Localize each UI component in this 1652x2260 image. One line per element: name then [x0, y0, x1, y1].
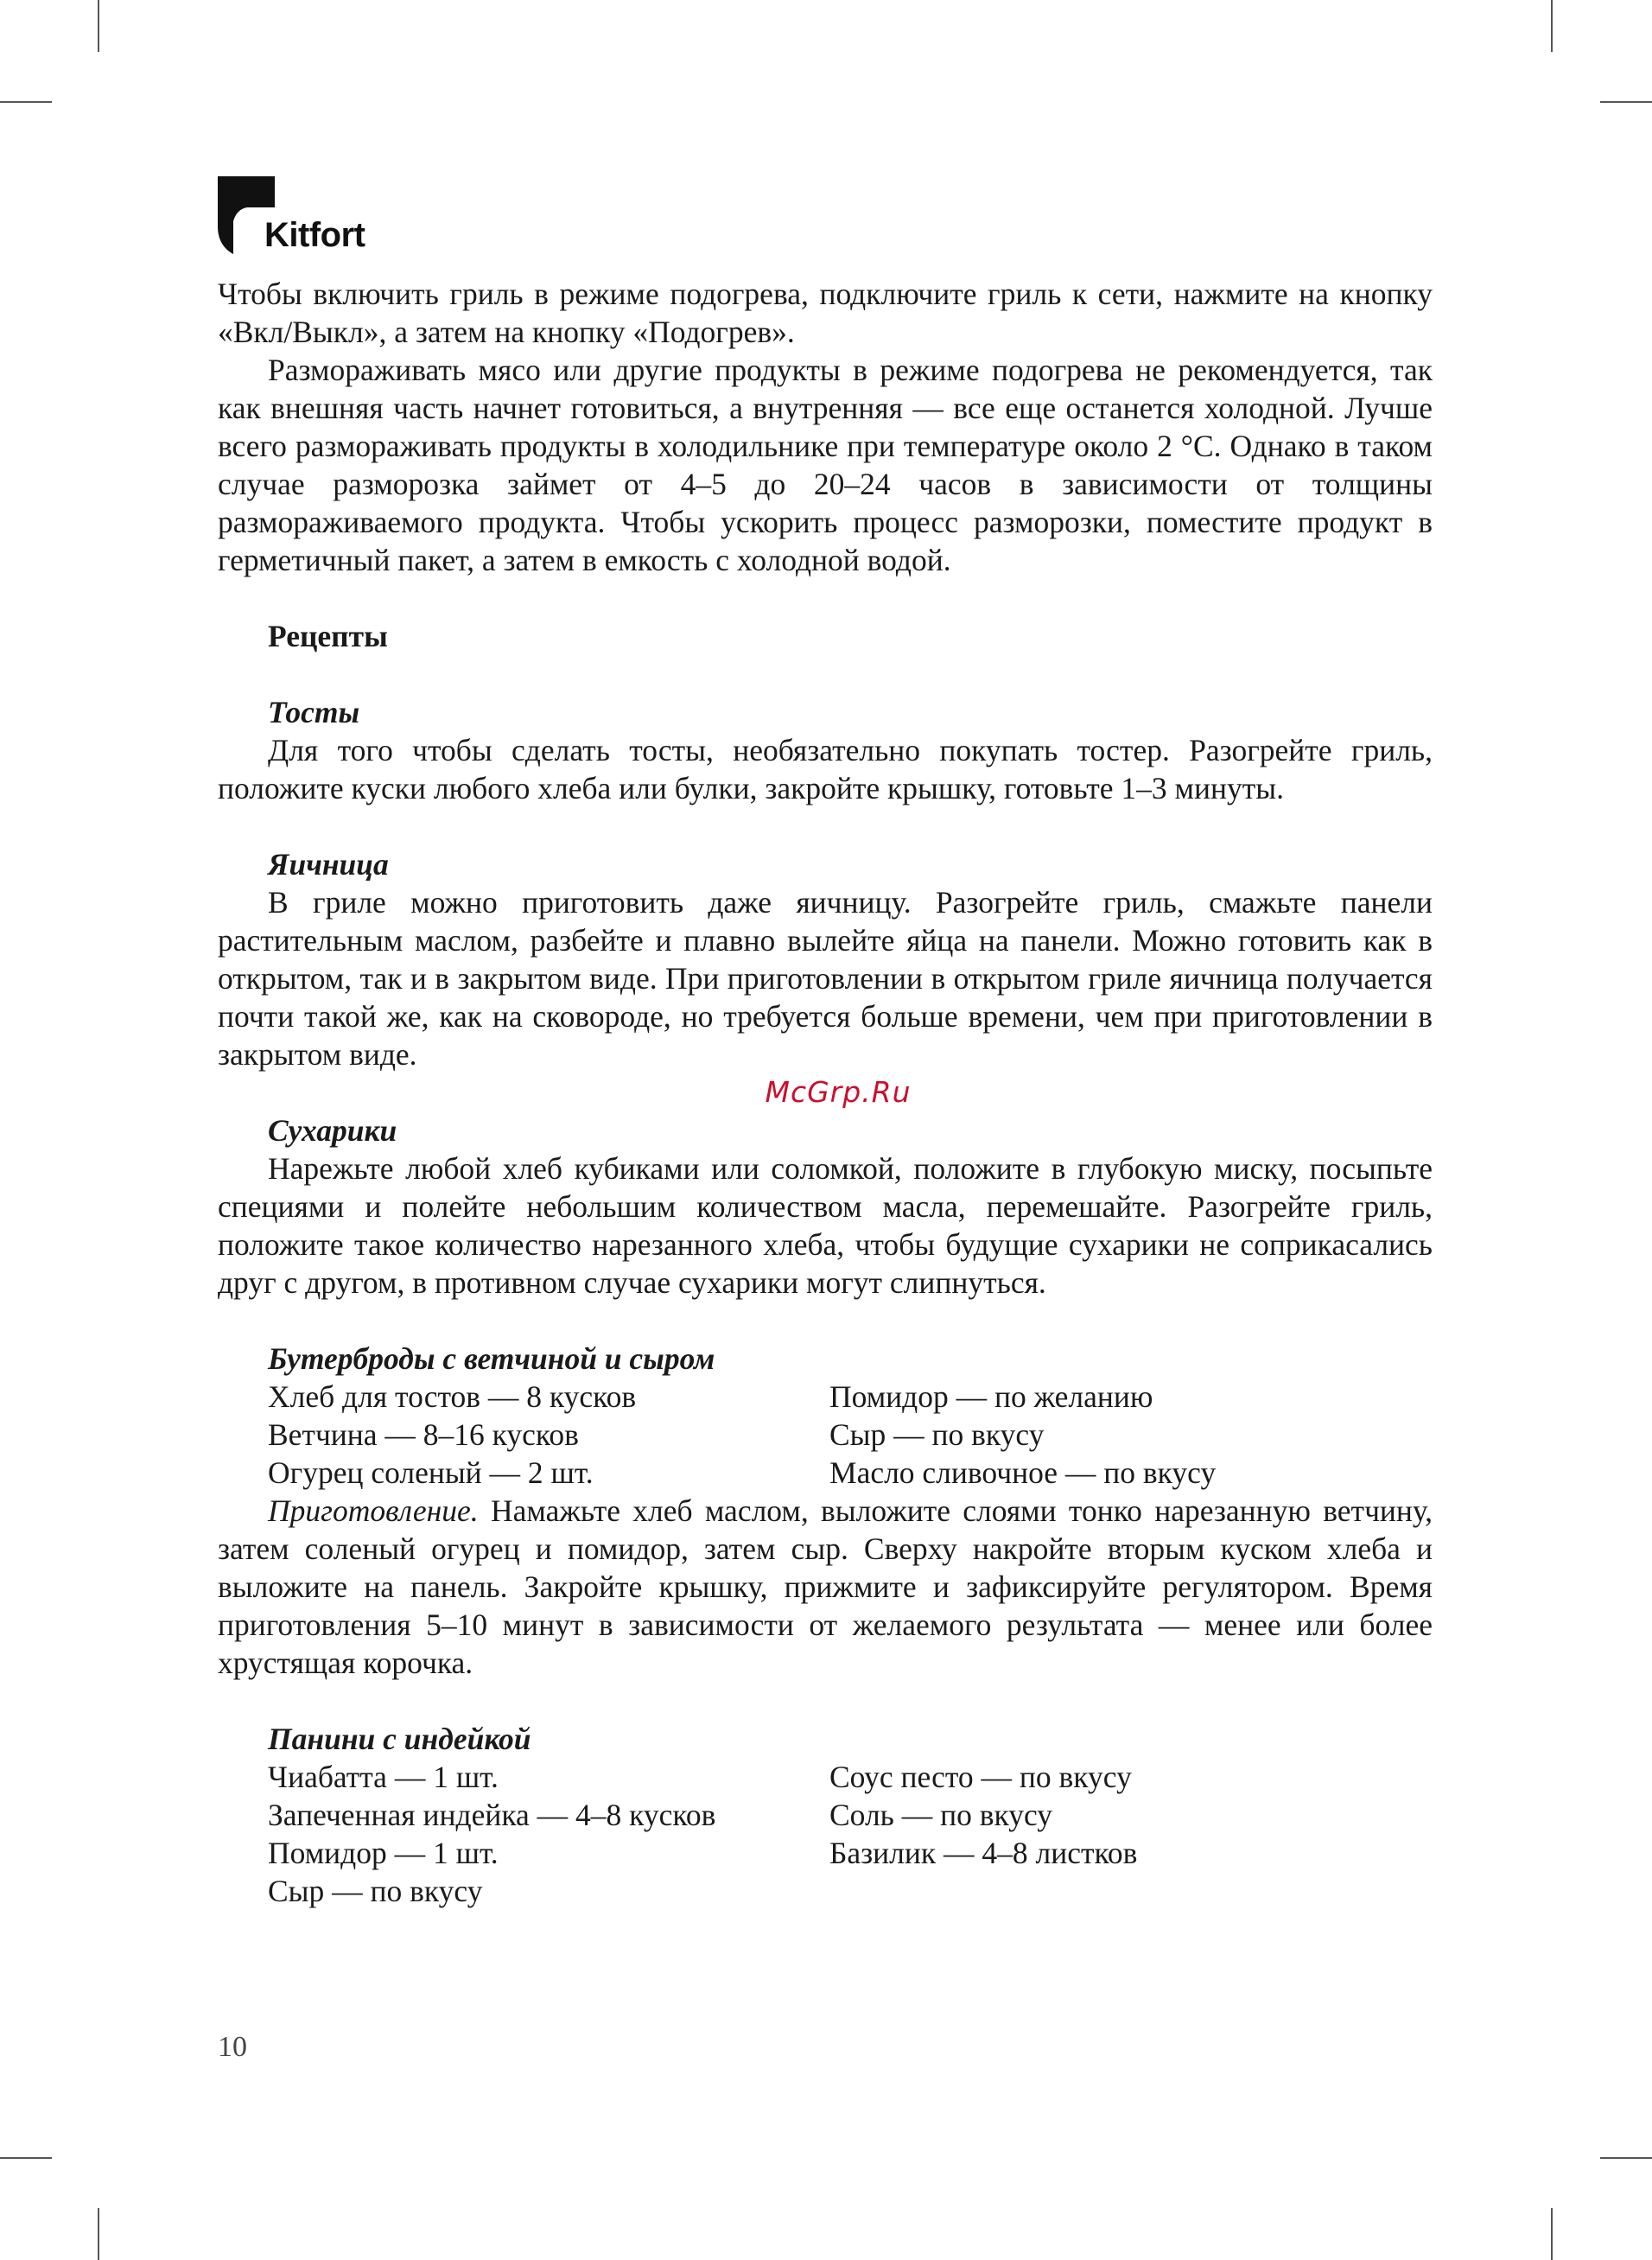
paragraph: Нарежьте любой хлеб кубиками или соломкой, положите в глубокую миску, посыпьте специями и полейте небольшим количеством масла, перемешайте. Разогрейте гриль, положите такое количество нарезанного хлеба, чтобы будущие сухарики не соприкасались друг с другом, в противном случае сухарики могут слипнуться. — [218, 1151, 1433, 1300]
ingredient: Огурец соленый — 2 шт. — [268, 1455, 594, 1490]
recipe-title: Яичница — [268, 847, 389, 882]
crop-mark — [1551, 0, 1553, 52]
method-label: Приготовление. — [268, 1493, 479, 1528]
ingredient: Хлеб для тостов — 8 кусков — [268, 1379, 637, 1414]
recipe-title: Сухарики — [268, 1113, 397, 1148]
ingredient: Помидор — 1 шт. — [268, 1836, 499, 1870]
crop-mark — [98, 0, 99, 52]
crop-mark — [1600, 101, 1652, 103]
brand-logo — [218, 176, 425, 254]
ingredient: Сыр — по вкусу — [268, 1874, 483, 1908]
ingredient-list — [218, 1378, 1433, 1492]
section-heading: Рецепты — [268, 619, 388, 653]
ingredient: Помидор — по желанию — [829, 1379, 1153, 1414]
ingredient: Запеченная индейка — 4–8 кусков — [268, 1798, 716, 1832]
paragraph: Чтобы включить гриль в режиме подогрева, подключите гриль к сети, нажмите на кнопку «Вкл/Выкл», а затем на кнопку «Подогрев». — [218, 277, 1433, 349]
ingredient: Соль — по вкусу — [829, 1798, 1053, 1832]
ingredient-list — [218, 1758, 1433, 1910]
crop-mark — [0, 101, 52, 103]
crop-mark — [0, 2157, 52, 2159]
page-content — [218, 275, 1433, 1910]
crop-mark — [1551, 2208, 1553, 2260]
method-paragraph — [218, 1492, 1433, 1682]
brand-name: Kitfort — [264, 216, 365, 254]
ingredient: Соус песто — по вкусу — [829, 1760, 1132, 1794]
ingredient: Ветчина — 8–16 кусков — [268, 1417, 579, 1452]
page-number: 10 — [218, 2031, 247, 2063]
watermark: McGrp.Ru — [765, 1075, 912, 1109]
crop-mark — [98, 2208, 99, 2260]
recipe-title: Бутерброды с ветчиной и сыром — [268, 1341, 715, 1376]
paragraph: В гриле можно приготовить даже яичницу. Разогрейте гриль, смажьте панели растительным маслом, разбейте и плавно вылейте яйца на панели. Можно готовить как в открытом, так и в закрытом виде. При приготовлении в открытом гриле яичница получается почти такой же, как на сковороде, но требуется больше времени, чем при приготовлении в закрытом виде. — [218, 885, 1433, 1072]
paragraph: Размораживать мясо или другие продукты в режиме подогрева не рекомендуется, так как внешняя часть начнет готовиться, а внутренняя — все еще останется холодной. Лучше всего размораживать продукты в холодильнике при температуре около 2 °C. Однако в таком случае разморозка займет от 4–5 до 20–24 часов в зависимости от толщины размораживаемого продукта. Чтобы ускорить процесс разморозки, поместите продукт в герметичный пакет, а затем в емкость с холодной водой. — [218, 353, 1433, 577]
recipe-title: Тосты — [268, 695, 360, 729]
ingredient: Чиабатта — 1 шт. — [268, 1760, 499, 1794]
paragraph: Для того чтобы сделать тосты, необязательно покупать тостер. Разогрейте гриль, положите куски любого хлеба или булки, закройте крышку, готовьте 1–3 минуты. — [218, 733, 1433, 805]
method-text: Намажьте хлеб маслом, выложите слоями тонко нарезанную ветчину, затем соленый огурец и помидор, затем сыр. Сверху накройте вторым куском хлеба и выложите на панель. Закройте крышку, прижмите и зафиксируйте регулятором. Время приготовления 5–10 минут в зависимости от желаемого результата — менее или более хрустящая корочка. — [218, 1493, 1433, 1680]
ingredient: Масло сливочное — по вкусу — [829, 1455, 1217, 1490]
recipe-title: Панини с индейкой — [268, 1722, 531, 1756]
ingredient: Сыр — по вкусу — [829, 1417, 1045, 1452]
ingredient: Базилик — 4–8 листков — [829, 1836, 1138, 1870]
crop-mark — [1600, 2157, 1652, 2159]
